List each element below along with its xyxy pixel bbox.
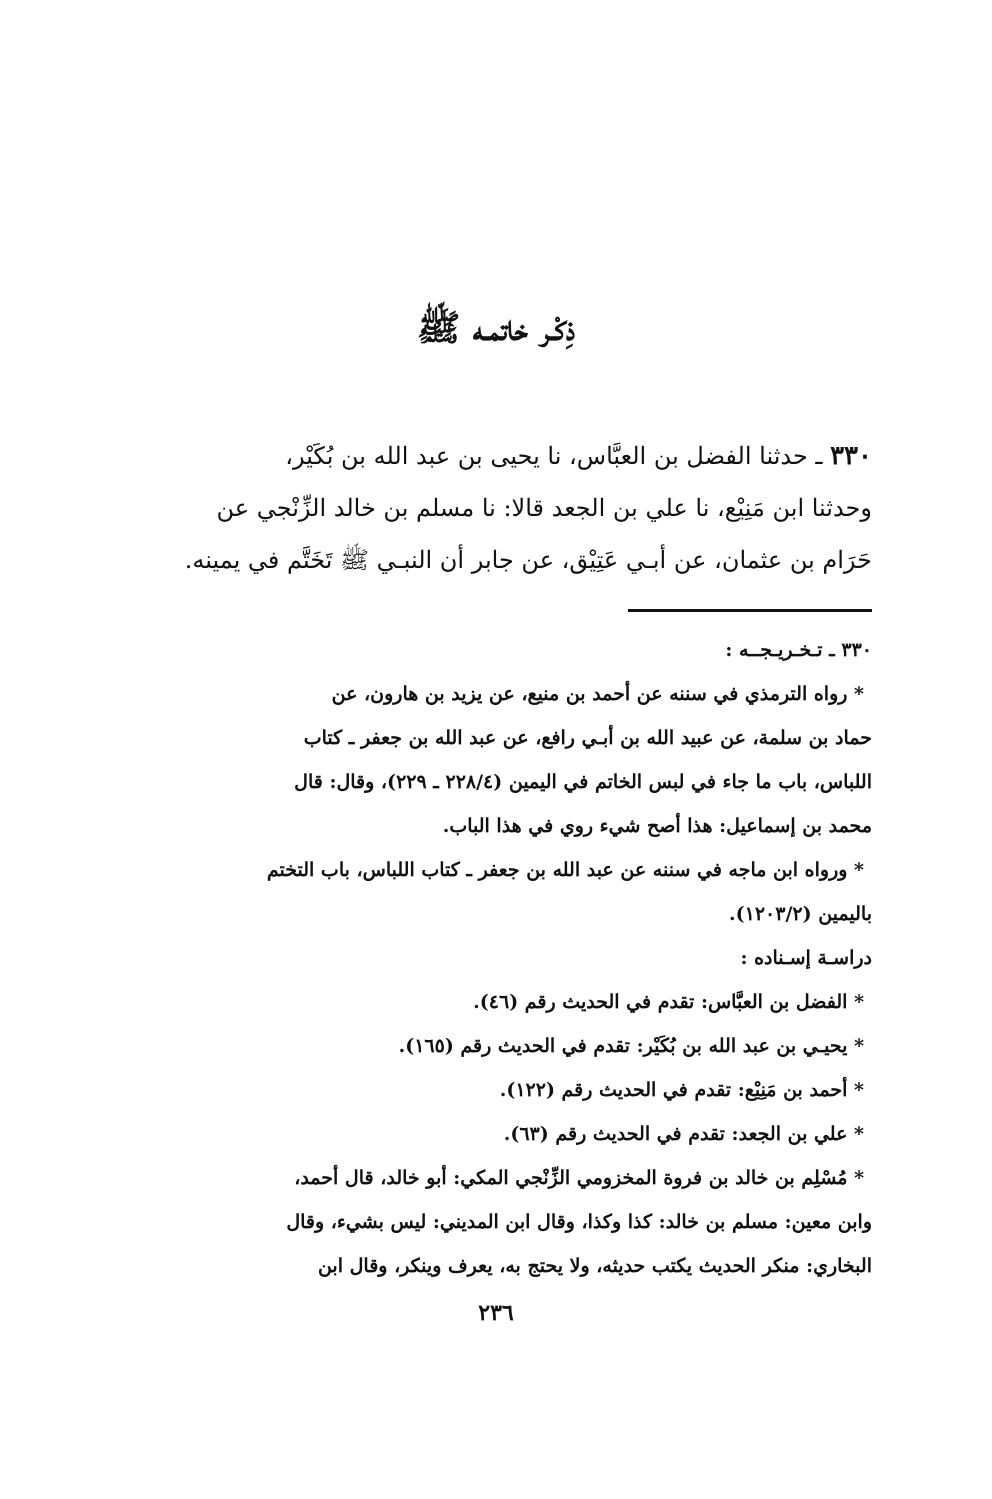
note-line: وابن معين: مسلم بن خالد: كذا وكذا، وقال ابن المديني: ليس بشيء، وقال	[286, 1211, 872, 1233]
page-number: ٢٣٦	[478, 1300, 514, 1326]
footnote-divider	[628, 609, 872, 612]
note-line: محمد بن إسماعيل: هذا أصح شيء روي في هذا الباب.	[442, 815, 872, 837]
note-line: اللباس، باب ما جاء في لبس الخاتم في اليمين (٢٢٨/٤ ـ ٢٢٩)، وقال: قال	[294, 771, 872, 793]
note-line: حماد بن سلمة، عن عبيد الله بن أبـي رافع، عن عبد الله بن جعفر ـ كتاب	[303, 727, 872, 749]
narrator-line: * يحيـي بن عبد الله بن بُكَيْر: تقدم في الحديث رقم (١٦٥).	[398, 1035, 864, 1057]
hadith-line-2: وحدثنا ابن مَنِيْع، نا علي بن الجعد قالا: نا مسلم بن خالد الزِّنْجي عن	[216, 494, 872, 522]
hadith-line-1	[120, 430, 872, 482]
dirasa-heading: دراسـة إسـناده :	[740, 947, 872, 969]
note-line: * رواه الترمذي في سننه عن أحمد بن منيع، عن يزيد بن هارون، عن	[331, 683, 864, 705]
note-line: * ورواه ابن ماجه في سننه عن عبد الله بن جعفر ـ كتاب اللباس، باب التختم	[266, 859, 864, 881]
note-line: * مُسْلِم بن خالد بن فروة المخزومي الزِّنْجي المكي: أبو خالد، قال أحمد،	[294, 1167, 864, 1189]
hadith-number: ٣٣٠	[830, 441, 872, 471]
narrator-line: * أحمد بن مَنِيْع: تقدم في الحديث رقم (١٢٢).	[499, 1079, 864, 1101]
chapter-heading: ذِكْـر خاتمـه ﷺ	[416, 307, 576, 349]
narrator-line: * علي بن الجعد: تقدم في الحديث رقم (٦٣).	[503, 1123, 864, 1145]
note-line: باليمين (١٢٠٣/٢).	[729, 903, 872, 925]
footnotes	[120, 628, 872, 1288]
narrator-line: * الفضل بن العبَّاس: تقدم في الحديث رقم (٤٦).	[473, 991, 864, 1013]
takhrij-heading: ٣٣٠ ـ تـخـريـجــه :	[725, 639, 872, 661]
hadith-text	[120, 430, 872, 586]
note-line: البخاري: منكر الحديث يكتب حديثه، ولا يحتج به، يعرف وينكر، وقال ابن	[317, 1255, 872, 1277]
hadith-line-3: حَرَام بن عثمان، عن أبـي عَتِيْق، عن جابر أن النبـي ﷺ تَخَتَّم في يمينه.	[184, 546, 872, 574]
hadith-line-1-text: ـ حدثنا الفضل بن العبَّاس، نا يحيى بن عبد الله بن بُكَيْر،	[285, 442, 831, 470]
